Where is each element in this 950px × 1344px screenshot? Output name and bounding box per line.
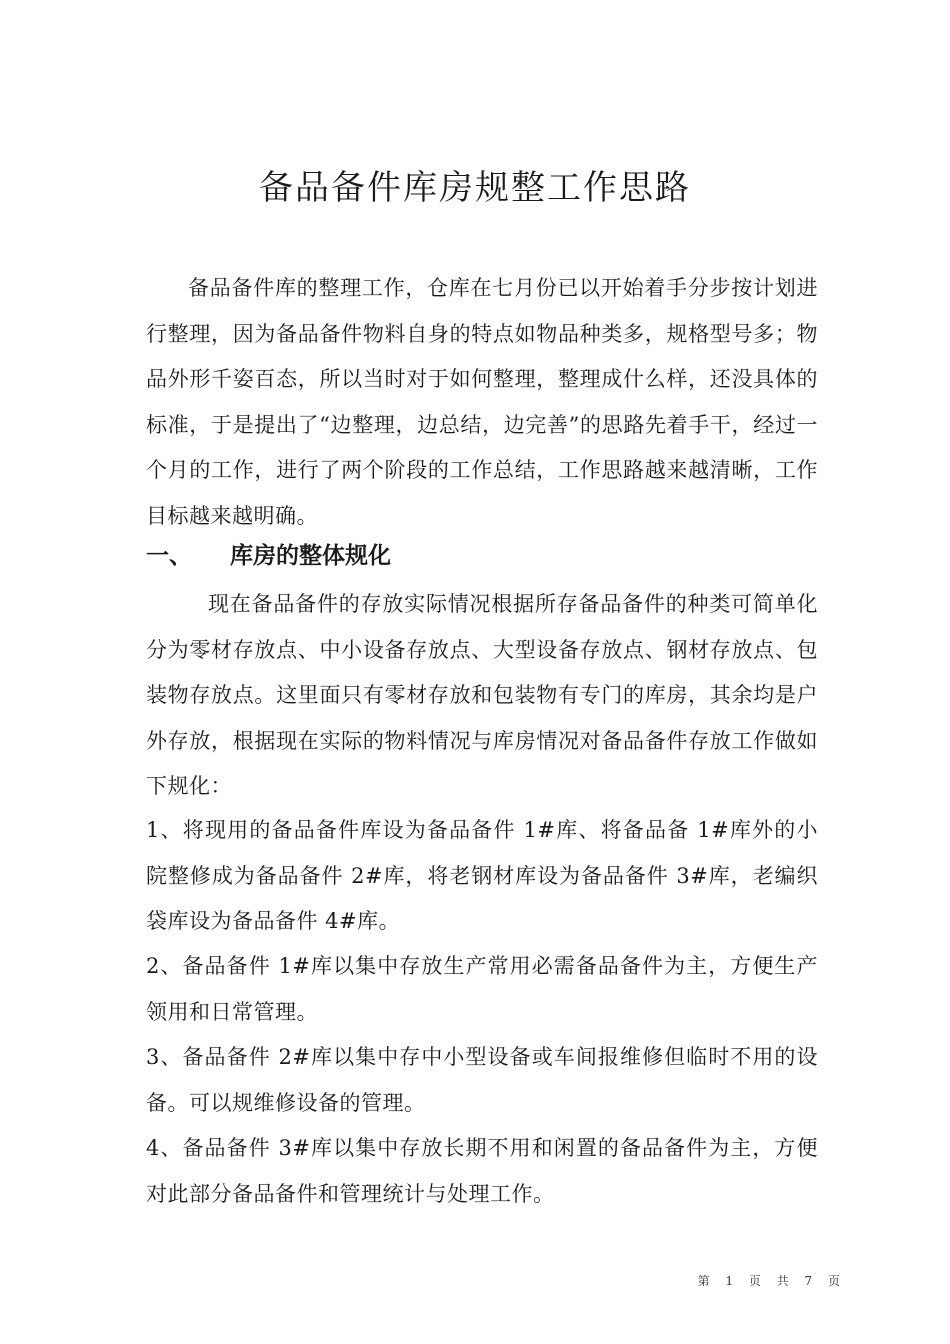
- document-title: 备品备件库房规整工作思路: [259, 168, 691, 208]
- intro-paragraph: 备品备件库的整理工作，仓库在七月份已以开始着手分步按计划进行整理，因为备品备件物料自身的特点如物品种类多，规格型号多；物品外形千姿百态，所以当时对于如何整理，整理成什么样，还没具体的标准，于是提出了“边整理，边总结，边完善”的思路先着手干，经过一个月的工作，进行了两个阶段的工作总结，工作思路越来越清晰，工作目标越来越明确。: [146, 276, 818, 528]
- list-item: 4、备品备件 3#库以集中存放长期不用和闲置的备品备件为主，方便对此部分备品备件和管理统计与处理工作。: [146, 1136, 818, 1206]
- list-item: 2、备品备件 1#库以集中存放生产常用必需备品备件为主，方便生产领用和日常管理。: [146, 954, 818, 1024]
- section-heading: [146, 536, 391, 576]
- list-item: 3、备品备件 2#库以集中存中小型设备或车间报维修但临时不用的设备。可以规维修设备的管理。: [146, 1045, 818, 1115]
- section-heading-text: 库房的整体规化: [230, 542, 391, 569]
- list-item: 1、将现用的备品备件库设为备品备件 1#库、将备品备 1#库外的小院整修成为备品备件 2#库，将老钢材库设为备品备件 3#库，老编织袋库设为备品备件 4#库。: [146, 818, 818, 933]
- section-number: 一、: [146, 542, 192, 569]
- section-paragraph: 现在备品备件的存放实际情况根据所存备品备件的种类可简单化分为零材存放点、中小设备存放点、大型设备存放点、钢材存放点、包装物存放点。这里面只有零材存放和包装物有专门的库房，其余均是户外存放，根据现在实际的物料情况与库房情况对备品备件存放工作做如下规化：: [146, 592, 818, 798]
- page-number: 第 1 页 共 7 页: [697, 1274, 846, 1288]
